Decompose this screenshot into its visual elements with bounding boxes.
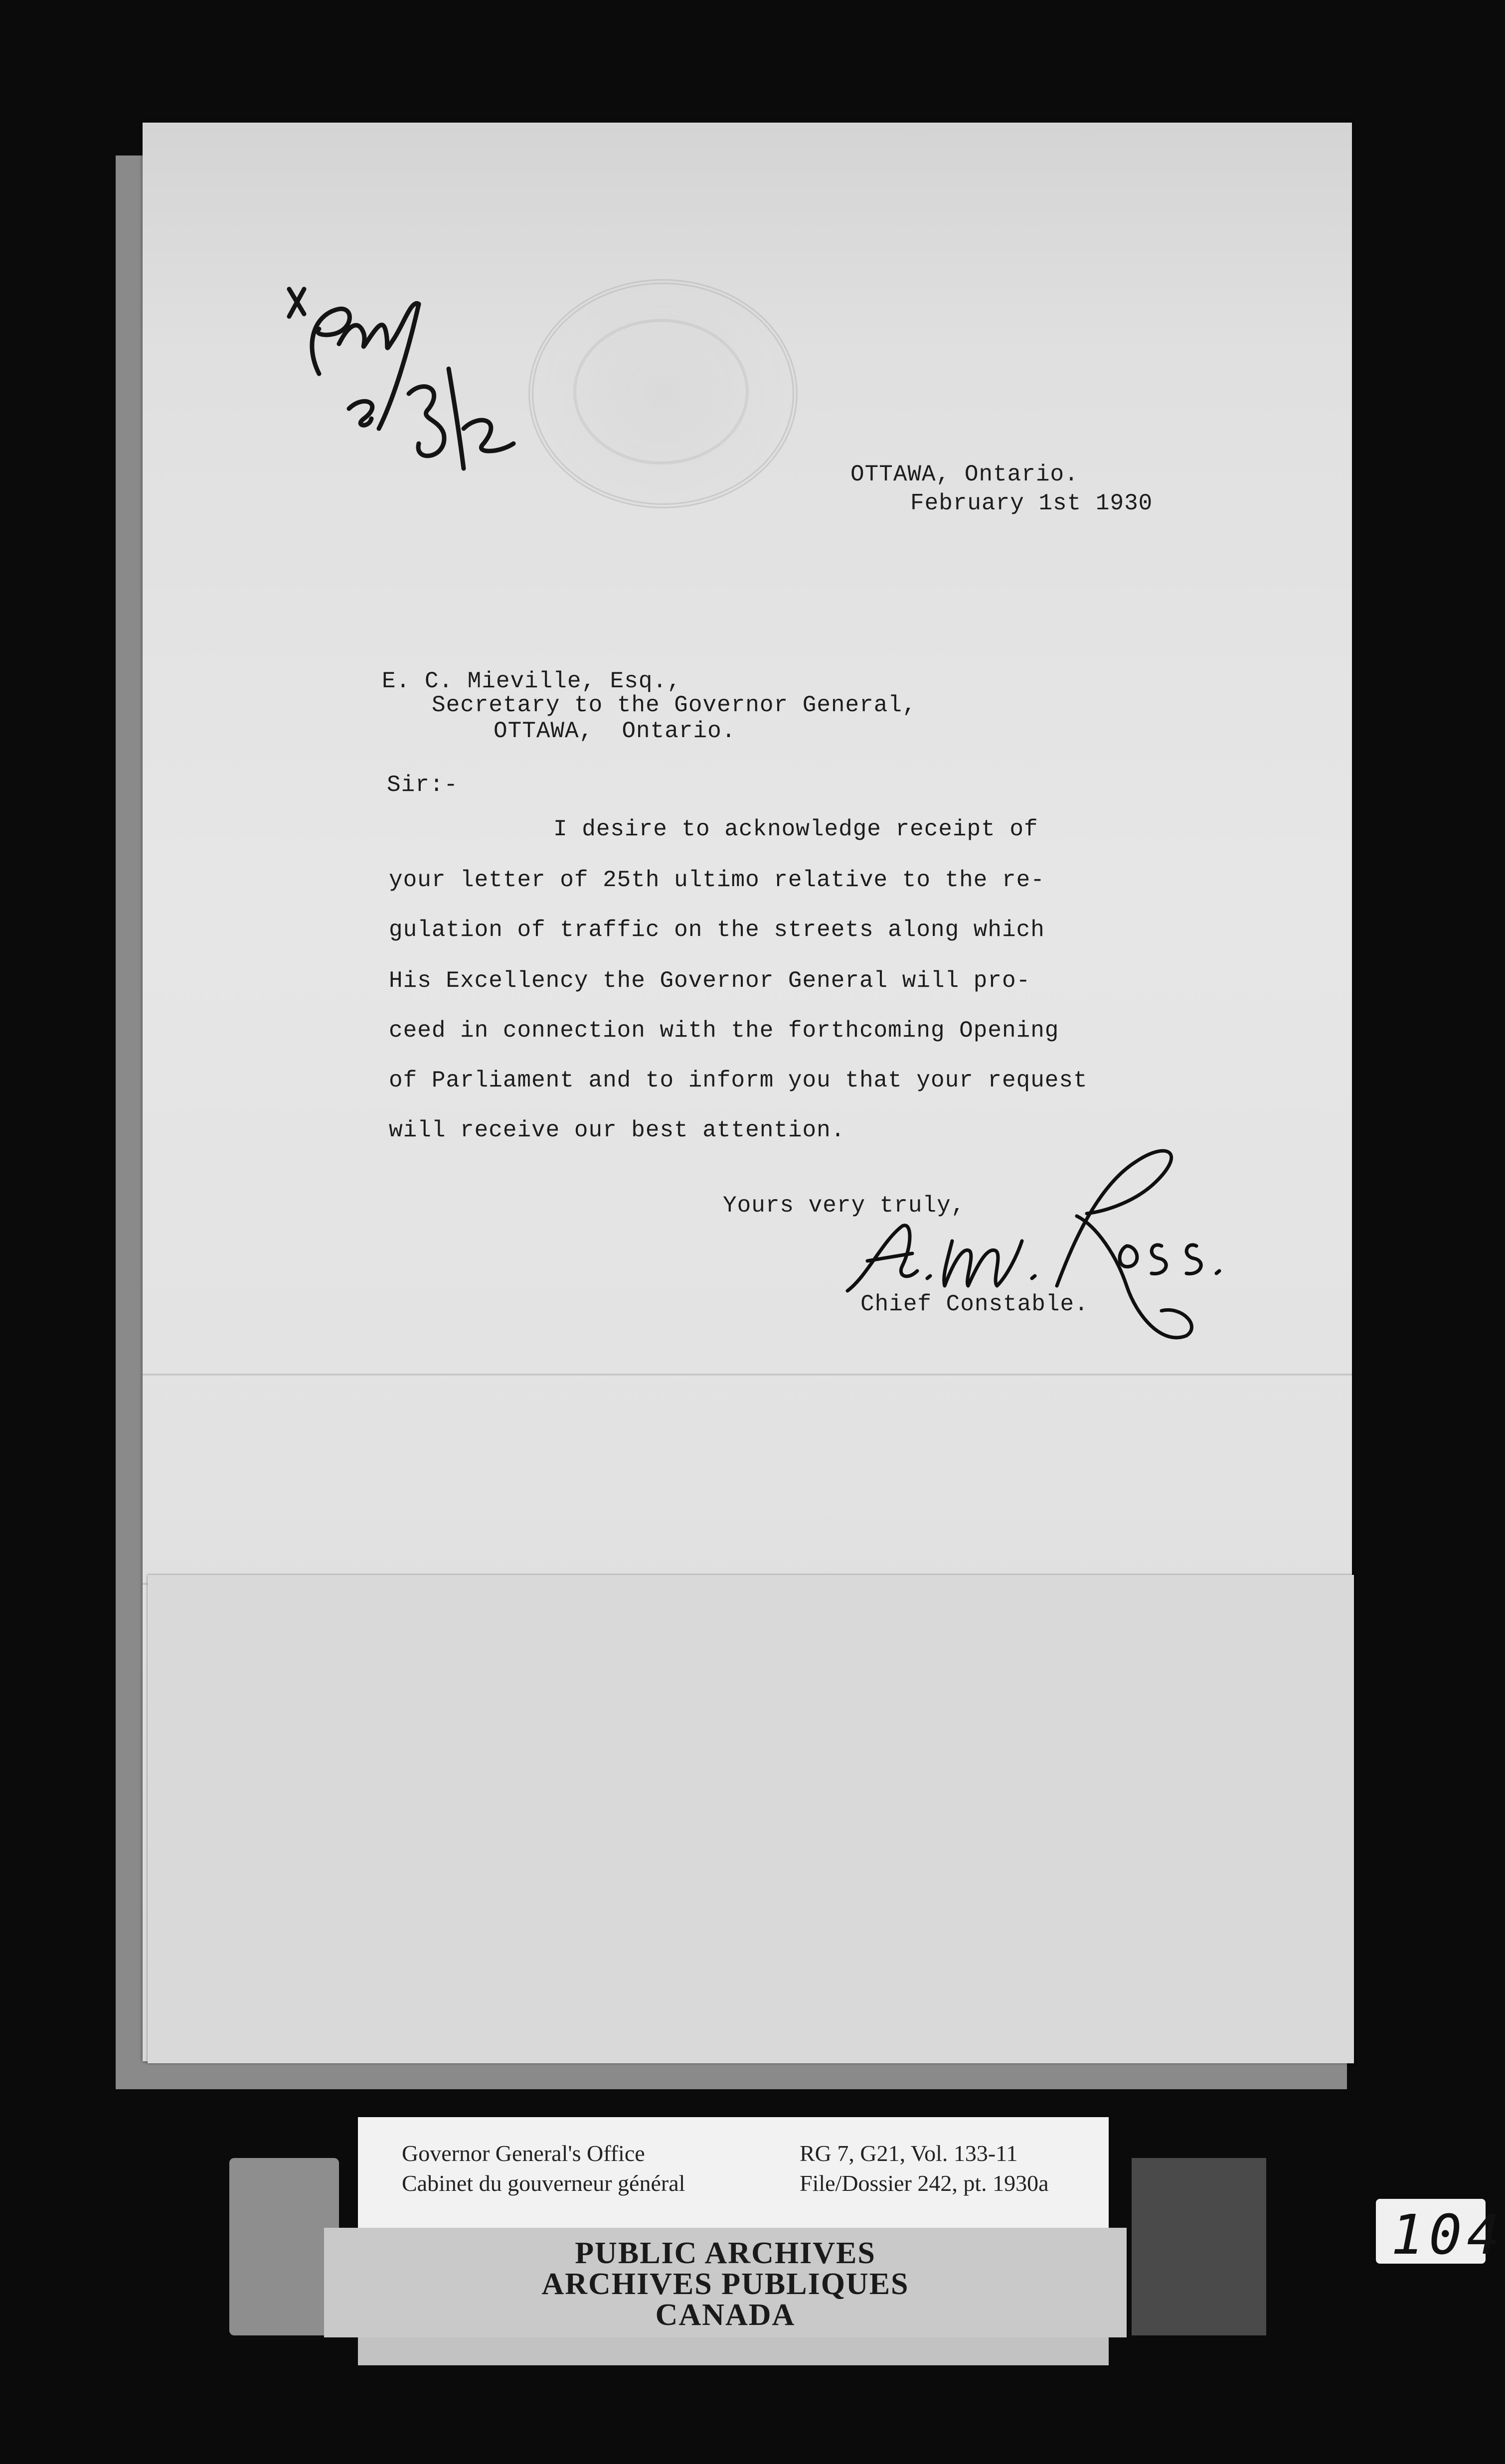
body-line: will receive our best attention. — [389, 1117, 845, 1143]
archive-label — [358, 2117, 1109, 2228]
signer-title: Chief Constable. — [860, 1291, 1089, 1317]
embossed-seal — [528, 279, 798, 508]
frame-number: 104 — [1391, 2203, 1505, 2267]
body-line: I desire to acknowledge receipt of — [553, 816, 1038, 842]
body-line: of Parliament and to inform you that your request — [389, 1068, 1088, 1093]
letter-place: OTTAWA, Ontario. — [850, 462, 1079, 487]
archive-file: File/Dossier 242, pt. 1930a — [800, 2170, 1049, 2196]
lower-sheet — [148, 1575, 1354, 2063]
addressee-title: Secretary to the Governor General, — [432, 692, 917, 718]
office-english: Governor General's Office — [402, 2141, 645, 2166]
signature — [837, 1126, 1256, 1361]
body-line: your letter of 25th ultimo relative to the re- — [389, 867, 1045, 893]
archives-stamp-strip — [358, 2337, 1109, 2365]
archives-line-1: PUBLIC ARCHIVES — [575, 2236, 876, 2270]
frame-counter — [1376, 2199, 1505, 2267]
archives-line-3: CANADA — [655, 2298, 796, 2332]
salutation: Sir:- — [387, 772, 459, 798]
handwritten-note — [284, 269, 523, 518]
body-line: gulation of traffic on the streets along which — [389, 917, 1045, 943]
archive-backing-block — [229, 2158, 339, 2335]
body-line: His Excellency the Governor General will pro- — [389, 968, 1031, 994]
closing: Yours very truly, — [723, 1193, 966, 1219]
body-line: ceed in connection with the forthcoming Opening — [389, 1018, 1059, 1044]
archives-line-2: ARCHIVES PUBLIQUES — [541, 2267, 909, 2301]
archive-backing-block — [1132, 2158, 1266, 2335]
embossed-seal-inner — [573, 319, 749, 464]
letter-date: February 1st 1930 — [910, 490, 1153, 516]
addressee-city: OTTAWA, Ontario. — [494, 718, 736, 744]
fold-line — [143, 1374, 1352, 1376]
addressee-name: E. C. Mieville, Esq., — [382, 668, 681, 694]
office-french: Cabinet du gouverneur général — [402, 2170, 685, 2196]
archive-reference: RG 7, G21, Vol. 133-11 — [800, 2141, 1018, 2166]
